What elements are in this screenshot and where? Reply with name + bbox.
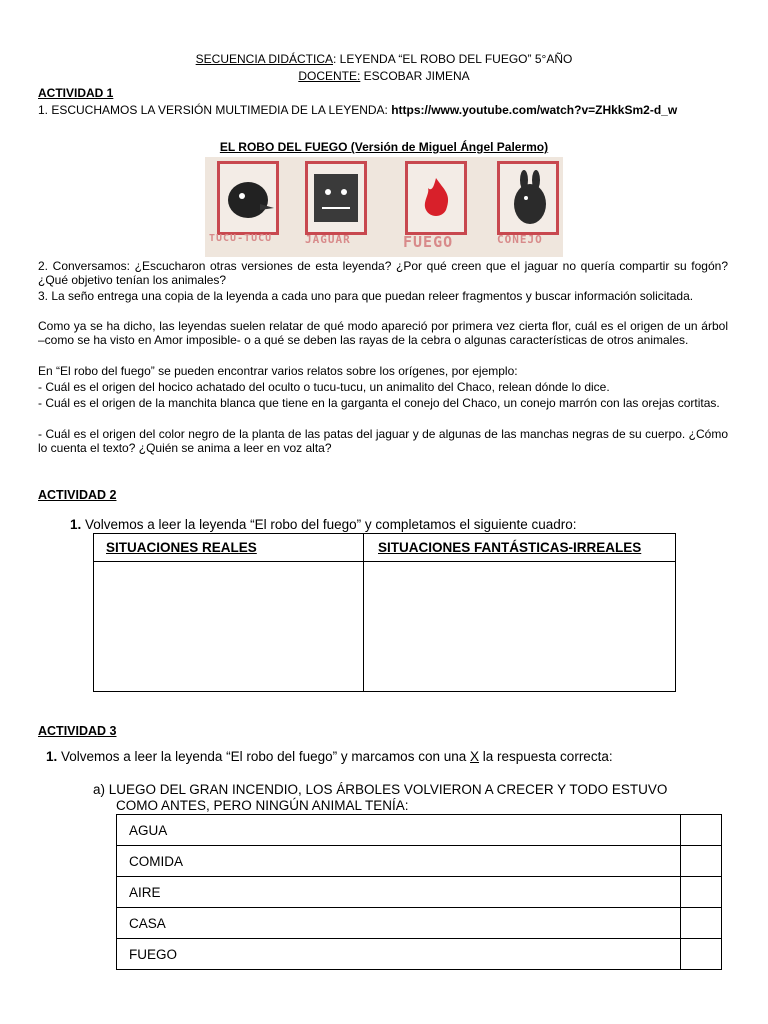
activity-3-text-a: Volvemos a leer la leyenda “El robo del fuego” y marcamos con una	[57, 749, 470, 764]
caption-jaguar: JAGUAR	[305, 233, 351, 246]
activity-2-instruction	[70, 517, 577, 532]
x-mark-label: X	[470, 749, 480, 764]
activity-1-heading: ACTIVIDAD 1	[38, 86, 114, 100]
activity-3-number: 1.	[46, 749, 58, 764]
option-checkbox-fuego[interactable]	[681, 939, 722, 970]
activity-2-heading: ACTIVIDAD 2	[38, 488, 117, 502]
activity-3-heading: ACTIVIDAD 3	[38, 724, 117, 738]
option-checkbox-aire[interactable]	[681, 877, 722, 908]
option-row	[117, 877, 722, 908]
fire-panel	[405, 161, 467, 235]
activity-2-number: 1.	[70, 517, 82, 532]
fantastic-situations-cell[interactable]	[364, 562, 676, 692]
option-label: COMIDA	[117, 846, 681, 877]
caption-fuego: FUEGO	[403, 233, 454, 251]
caption-tucu-tucu: TUCU-TUCU	[209, 233, 273, 244]
caption-conejo: CONEJO	[497, 233, 543, 246]
item-1-text: 1. ESCUCHAMOS LA VERSIÓN MULTIMEDIA DE LA LEYENDA:	[38, 103, 392, 117]
activity-3-text-b: la respuesta correcta:	[479, 749, 613, 764]
question-a-line-1: a) LUEGO DEL GRAN INCENDIO, LOS ÁRBOLES VOLVIERON A CRECER Y TODO ESTUVO	[93, 782, 668, 797]
origin-tucu-tucu: - Cuál es el origen del hocico achatado del oculto o tucu-tucu, un animalito del Chaco, relean dónde lo dice.	[38, 380, 610, 394]
option-checkbox-casa[interactable]	[681, 908, 722, 939]
option-row	[117, 815, 722, 846]
situations-table	[93, 533, 676, 692]
option-label: CASA	[117, 908, 681, 939]
jaguar-panel	[305, 161, 367, 235]
teacher-label: DOCENTE:	[298, 69, 361, 83]
option-checkbox-comida[interactable]	[681, 846, 722, 877]
option-label: AGUA	[117, 815, 681, 846]
activity-3-instruction	[46, 749, 613, 764]
story-illustration	[205, 157, 563, 257]
rabbit-panel	[497, 161, 559, 235]
tucu-tucu-panel	[217, 161, 279, 235]
option-row	[117, 846, 722, 877]
sequence-label: SECUENCIA DIDÁCTICA	[195, 52, 334, 66]
legend-paragraph: Como ya se ha dicho, las leyendas suelen relatar de qué modo apareció por primera vez cierta flor, cuál es el origen de un árbol –como se ha visto en Amor imposible- o a qué se deben las rayas de la cebra o algunas características de otros animales.	[38, 319, 728, 347]
option-checkbox-agua[interactable]	[681, 815, 722, 846]
option-row	[117, 939, 722, 970]
document-title	[0, 52, 768, 66]
activity-1-item-1	[38, 104, 728, 118]
column-real-situations: SITUACIONES REALES	[94, 534, 364, 562]
question-a-line-2: COMO ANTES, PERO NINGÚN ANIMAL TENÍA:	[116, 798, 409, 813]
teacher-line	[0, 69, 768, 83]
origin-rabbit: - Cuál es el origen de la manchita blanca que tiene en la garganta el conejo del Chaco, un conejo marrón con las orejas cortitas.	[38, 396, 720, 410]
activity-1-item-2: 2. Conversamos: ¿Escucharon otras versiones de esta leyenda? ¿Por qué creen que el jaguar no quería compartir su fogón? ¿Qué objetivo tenían los animales?	[38, 259, 728, 287]
options-table	[116, 814, 722, 970]
column-fantastic-situations: SITUACIONES FANTÁSTICAS-IRREALES	[364, 534, 676, 562]
activity-2-text: Volvemos a leer la leyenda “El robo del fuego” y completamos el siguiente cuadro:	[81, 517, 577, 532]
story-subtitle: EL ROBO DEL FUEGO (Versión de Miguel Ángel Palermo)	[219, 140, 549, 154]
option-label: FUEGO	[117, 939, 681, 970]
option-row	[117, 908, 722, 939]
activity-1-item-3: 3. La seño entrega una copia de la leyenda a cada uno para que puedan releer fragmentos y buscar información solicitada.	[38, 289, 694, 303]
real-situations-cell[interactable]	[94, 562, 364, 692]
sequence-title: : LEYENDA “EL ROBO DEL FUEGO” 5°AÑO	[333, 52, 573, 66]
origin-jaguar: - Cuál es el origen del color negro de la planta de las patas del jaguar y de algunas de las manchas negras de su cuerpo. ¿Cómo lo cuenta el texto? ¿Quién se anima a leer en voz alta?	[38, 427, 728, 455]
option-label: AIRE	[117, 877, 681, 908]
origins-intro: En “El robo del fuego” se pueden encontrar varios relatos sobre los orígenes, por ejemplo:	[38, 364, 518, 378]
teacher-name: ESCOBAR JIMENA	[360, 69, 470, 83]
youtube-link[interactable]: https://www.youtube.com/watch?v=ZHkkSm2-d_w	[391, 103, 678, 117]
